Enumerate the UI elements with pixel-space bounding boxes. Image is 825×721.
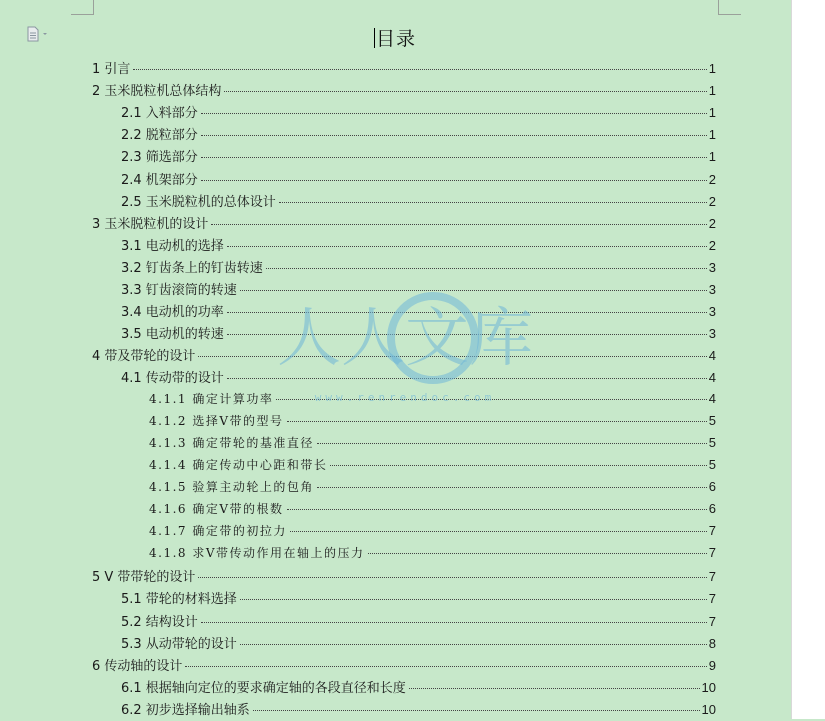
toc-entry-title: 4.1.8 求V带传动作用在轴上的压力 — [149, 546, 365, 561]
toc-entry-title: 4.1.6 确定V带的根数 — [149, 502, 284, 516]
toc-entry[interactable] — [121, 235, 716, 257]
toc-entry-page: 1 — [708, 149, 716, 165]
toc-entry[interactable] — [121, 191, 716, 213]
watermark-text: 人人文库 — [277, 302, 533, 376]
toc-title-text: 目录 — [375, 28, 416, 50]
toc-entry[interactable] — [121, 257, 716, 279]
toc-entry[interactable] — [121, 301, 716, 323]
toc-leader-dots — [201, 180, 707, 181]
toc-entry-page: 5 — [708, 456, 716, 472]
toc-entry[interactable] — [121, 367, 716, 389]
toc-leader-dots — [253, 710, 700, 711]
toc-leader-dots — [290, 531, 707, 532]
toc-leader-dots — [227, 246, 707, 247]
toc-entry[interactable] — [121, 279, 716, 301]
toc-entry[interactable] — [149, 390, 716, 412]
toc-entry[interactable] — [92, 80, 716, 102]
toc-entry-title: 1 引言 — [92, 62, 131, 77]
toc-leader-dots — [227, 334, 707, 335]
toc-entry-page: 3 — [708, 304, 716, 320]
toc-entry-title: 6.2 初步选择输出轴系 — [121, 702, 250, 718]
toc-entry-page: 7 — [708, 545, 716, 561]
toc-entry-title: 3.1 电动机的选择 — [121, 238, 224, 254]
toc-entry[interactable] — [149, 456, 716, 478]
vertical-scrollbar[interactable] — [791, 0, 825, 719]
page-corner-top-right — [718, 0, 741, 15]
toc-leader-dots — [409, 688, 700, 689]
toc-entry-title: 5.1 带轮的材料选择 — [121, 592, 237, 608]
toc-entry-page: 7 — [708, 613, 716, 629]
toc-entry-page: 4 — [708, 390, 716, 406]
toc-entry-title: 4.1.2 选择V带的型号 — [149, 413, 284, 428]
toc-leader-dots — [330, 465, 706, 466]
toc-leader-dots — [201, 157, 707, 158]
toc-entry-title: 3.4 电动机的功率 — [121, 305, 224, 321]
toc-entry-title: 5 V 带带轮的设计 — [92, 570, 196, 586]
toc-entry-title: 2.3 筛选部分 — [121, 150, 198, 166]
toc-entry[interactable] — [149, 412, 716, 434]
toc-entry-title: 4.1.7 确定带的初拉力 — [149, 524, 287, 539]
toc-entry-page: 5 — [708, 434, 716, 450]
toc-entry-page: 9 — [708, 657, 716, 673]
toc-entry-page: 2 — [708, 193, 716, 209]
toc-leader-dots — [185, 666, 706, 667]
toc-leader-dots — [287, 421, 707, 422]
page-corner-top-left — [71, 0, 94, 15]
toc-entry-page: 2 — [708, 215, 716, 231]
toc-leader-dots — [279, 202, 707, 203]
toc-entry-title: 2 玉米脱粒机总体结构 — [92, 84, 222, 100]
toc-leader-dots — [276, 399, 706, 400]
toc-entry-title: 5.3 从动带轮的设计 — [121, 636, 237, 652]
toc-entry-title: 3.2 钉齿条上的钉齿转速 — [121, 260, 263, 276]
watermark-subtext: www.renrendoc.com — [314, 391, 496, 404]
toc-entry-page: 7 — [708, 591, 716, 607]
toc-entry[interactable] — [92, 345, 716, 367]
toc-leader-dots — [317, 443, 707, 444]
toc-entry[interactable] — [121, 633, 716, 655]
toc-leader-dots — [240, 644, 707, 645]
toc-entry-page: 1 — [708, 83, 716, 99]
toc-entry-page: 10 — [701, 701, 716, 717]
toc-leader-dots — [201, 135, 707, 136]
toc-title — [0, 24, 790, 51]
toc-entry[interactable] — [121, 699, 716, 721]
toc-leader-dots — [227, 378, 707, 379]
toc-leader-dots — [266, 268, 707, 269]
toc-entry-page: 3 — [708, 326, 716, 342]
toc-entry-title: 6.1 根据轴向定位的要求确定轴的各段直径和长度 — [121, 680, 406, 696]
toc-entry-page: 7 — [708, 523, 716, 539]
toc-entry-page: 4 — [708, 370, 716, 386]
toc-entry-page: 8 — [708, 635, 716, 651]
toc-entry-page: 6 — [708, 501, 716, 516]
toc-leader-dots — [227, 312, 707, 313]
toc-entry-title: 3 玉米脱粒机的设计 — [92, 216, 209, 232]
toc-entry-page: 10 — [701, 679, 716, 695]
toc-entry-page: 2 — [708, 237, 716, 253]
toc-entry-title: 2.5 玉米脱粒机的总体设计 — [121, 194, 276, 210]
toc-entry-title: 5.2 结构设计 — [121, 614, 198, 630]
toc-leader-dots — [317, 487, 707, 488]
toc-entry[interactable] — [121, 611, 716, 633]
toc-entry-title: 3.5 电动机的转速 — [121, 327, 224, 343]
toc-entry[interactable] — [121, 677, 716, 699]
toc-entry-page: 1 — [708, 61, 716, 76]
toc-entry[interactable] — [121, 146, 716, 168]
toc-entry[interactable] — [149, 500, 716, 522]
toc-entry[interactable] — [121, 169, 716, 191]
toc-entry[interactable] — [121, 588, 716, 610]
toc-entry[interactable] — [121, 124, 716, 146]
toc-entry-title: 4 带及带轮的设计 — [92, 349, 196, 365]
toc-entry-page: 1 — [708, 105, 716, 121]
toc-leader-dots — [368, 553, 707, 554]
toc-entry[interactable] — [92, 213, 716, 235]
toc-entry-title: 2.1 入料部分 — [121, 106, 198, 122]
toc-entry[interactable] — [92, 58, 716, 80]
text-cursor — [374, 28, 375, 48]
toc-leader-dots — [240, 599, 707, 600]
toc-leader-dots — [240, 290, 707, 291]
toc-leader-dots — [201, 622, 707, 623]
toc-leader-dots — [198, 577, 706, 578]
toc-entry-page: 3 — [708, 282, 716, 297]
toc-entry-title: 2.4 机架部分 — [121, 172, 198, 188]
toc-entry[interactable] — [149, 434, 716, 456]
toc-entry-page: 1 — [708, 127, 716, 143]
toc-entry-title: 6 传动轴的设计 — [92, 658, 183, 674]
toc-leader-dots — [224, 91, 706, 92]
toc-entry-title: 3.3 钉齿滚筒的转速 — [121, 283, 237, 298]
toc-entry-title: 4.1.4 确定传动中心距和带长 — [149, 457, 328, 472]
toc-entry-page: 7 — [708, 569, 716, 585]
toc-entry-title: 4.1 传动带的设计 — [121, 371, 224, 387]
toc-entry-page: 3 — [708, 259, 716, 275]
toc-entry[interactable] — [92, 655, 716, 677]
toc-leader-dots — [201, 113, 707, 114]
toc-entry[interactable] — [149, 478, 716, 500]
toc-leader-dots — [133, 69, 706, 70]
toc-entry-page: 2 — [708, 171, 716, 187]
toc-entry-title: 4.1.1 确定计算功率 — [149, 391, 274, 406]
toc-entry-title: 2.2 脱粒部分 — [121, 128, 198, 144]
toc-entry[interactable] — [121, 102, 716, 124]
toc-entry-page: 4 — [708, 348, 716, 364]
toc-entry-title: 4.1.3 确定带轮的基准直径 — [149, 435, 314, 450]
toc-entry[interactable] — [149, 544, 716, 566]
toc-entry-page: 6 — [708, 478, 716, 494]
toc-entry[interactable] — [149, 522, 716, 544]
toc-leader-dots — [211, 224, 706, 225]
toc-entry[interactable] — [92, 566, 716, 588]
toc-leader-dots — [287, 509, 707, 510]
toc-leader-dots — [198, 356, 706, 357]
toc-entry[interactable] — [121, 323, 716, 345]
toc-entry-page: 5 — [708, 412, 716, 428]
toc-entry-title: 4.1.5 验算主动轮上的包角 — [149, 479, 314, 494]
